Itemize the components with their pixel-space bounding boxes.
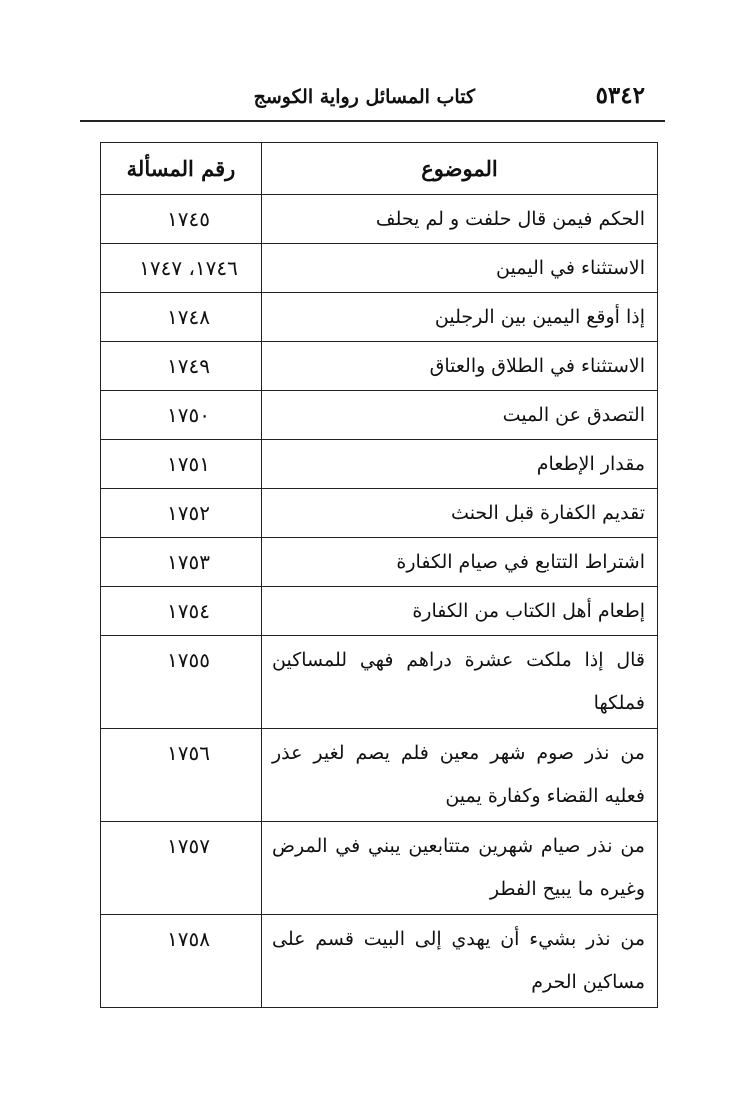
table-row — [101, 636, 658, 729]
topic-cell: إطعام أهل الكتاب من الكفارة — [262, 587, 658, 636]
issue-number-cell: ١٧٥٨ — [101, 915, 262, 1008]
issue-number-cell: ١٧٥٧ — [101, 822, 262, 915]
column-header-issue-number: رقم المسألة — [101, 143, 262, 195]
issue-number-cell: ١٧٥٣ — [101, 538, 262, 587]
topic-cell: قال إذا ملكت عشرة دراهم فهي للمساكين فملكها — [262, 636, 658, 729]
issue-number-cell: ١٧٥٢ — [101, 489, 262, 538]
topic-cell: مقدار الإطعام — [262, 440, 658, 489]
topics-index-table — [100, 142, 658, 1008]
table-row — [101, 489, 658, 538]
table-row — [101, 293, 658, 342]
issue-number-cell: ١٧٤٨ — [101, 293, 262, 342]
topic-cell: الاستثناء في الطلاق والعتاق — [262, 342, 658, 391]
issue-number-cell: ١٧٤٩ — [101, 342, 262, 391]
issue-number-cell: ١٧٥٦ — [101, 729, 262, 822]
table-row — [101, 822, 658, 915]
topic-cell: من نذر صيام شهرين متتابعين يبني في المرض وغيره ما يبيح الفطر — [262, 822, 658, 915]
topic-cell: إذا أوقع اليمين بين الرجلين — [262, 293, 658, 342]
topic-cell: تقديم الكفارة قبل الحنث — [262, 489, 658, 538]
page-number: ٥٣٤٢ — [595, 82, 645, 109]
table-row — [101, 195, 658, 244]
topic-cell: التصدق عن الميت — [262, 391, 658, 440]
issue-number-cell: ١٧٤٦، ١٧٤٧ — [101, 244, 262, 293]
issue-number-cell: ١٧٥٠ — [101, 391, 262, 440]
table-header-row — [101, 143, 658, 195]
issue-number-cell: ١٧٥١ — [101, 440, 262, 489]
table-row — [101, 440, 658, 489]
table-row — [101, 244, 658, 293]
topic-cell: الاستثناء في اليمين — [262, 244, 658, 293]
table-row — [101, 342, 658, 391]
column-header-topic: الموضوع — [262, 143, 658, 195]
issue-number-cell: ١٧٤٥ — [101, 195, 262, 244]
book-title: كتاب المسائل رواية الكوسج — [253, 86, 475, 108]
table-row — [101, 587, 658, 636]
table-row — [101, 538, 658, 587]
topic-cell: من نذر صوم شهر معين فلم يصم لغير عذر فعليه القضاء وكفارة يمين — [262, 729, 658, 822]
topic-cell: الحكم فيمن قال حلفت و لم يحلف — [262, 195, 658, 244]
issue-number-cell: ١٧٥٤ — [101, 587, 262, 636]
table-row — [101, 729, 658, 822]
issue-number-cell: ١٧٥٥ — [101, 636, 262, 729]
topic-cell: من نذر بشيء أن يهدي إلى البيت قسم على مساكين الحرم — [262, 915, 658, 1008]
topic-cell: اشتراط التتابع في صيام الكفارة — [262, 538, 658, 587]
running-head — [80, 78, 665, 122]
table-row — [101, 391, 658, 440]
table-row — [101, 915, 658, 1008]
